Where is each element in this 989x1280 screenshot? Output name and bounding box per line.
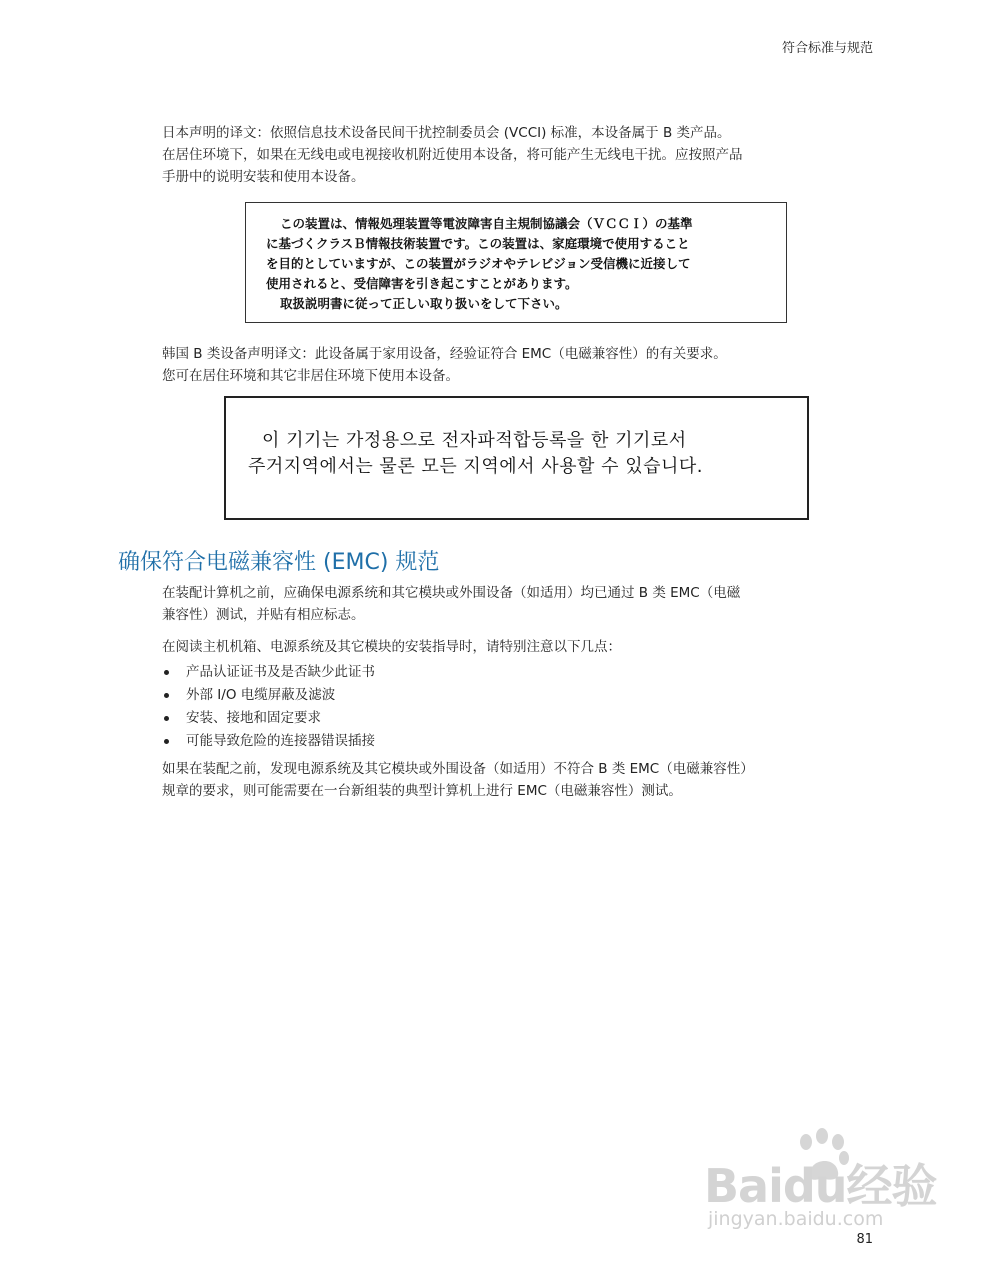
running-header: 符合标准与规范 [781,41,873,56]
emc-closing-line: 如果在装配之前，发现电源系统及其它模块或外围设备（如适用）不符合 B 类 EMC（电磁兼容性） [162,761,754,777]
list-item-text: 产品认证证书及是否缺少此证书 [186,664,375,680]
page-number: 81 [856,1232,873,1247]
list-item-text: 可能导致危险的连接器错误插接 [186,733,375,749]
watermark-logo: Baidu经验 [704,1159,937,1213]
bullet-icon [164,670,169,675]
korea-box-line: 주거지역에서는 물론 모든 지역에서 사용할 수 있습니다. [248,456,703,477]
baidu-watermark [700,1128,940,1238]
japan-box-line: に基づくクラスＢ情報技術装置です。この装置は、家庭環境で使用すること [266,236,690,251]
japan-note-line: 日本声明的译文：依照信息技术设备民间干扰控制委员会 (VCCI) 标准，本设备属于 B 类产品。 [162,125,731,141]
japan-box-line: 取扱説明書に従って正しい取り扱いをして下さい。 [280,296,568,311]
japan-note-line: 手册中的说明安装和使用本设备。 [162,169,365,185]
korea-note-line: 您可在居住环境和其它非居住环境下使用本设备。 [162,368,459,384]
japan-note-line: 在居住环境下，如果在无线电或电视接收机附近使用本设备，将可能产生无线电干扰。应按照产品 [162,147,743,163]
watermark-url: jingyan.baidu.com [708,1208,884,1230]
section-heading: 确保符合电磁兼容性 (EMC) 规范 [118,550,440,575]
list-item-text: 安装、接地和固定要求 [186,710,321,726]
emc-intro-line: 兼容性）测试，并贴有相应标志。 [162,607,365,623]
japan-box-line: 使用されると、受信障害を引き起こすことがあります。 [266,276,578,291]
emc-closing-line: 规章的要求，则可能需要在一台新组装的典型计算机上进行 EMC（电磁兼容性）测试。 [162,783,682,799]
emc-intro [162,582,862,626]
emc-lead [162,636,862,658]
korea-note-line: 韩国 B 类设备声明译文：此设备属于家用设备，经验证符合 EMC（电磁兼容性）的有关要求。 [162,346,727,362]
emc-closing [162,758,862,802]
japan-vcci-box [245,202,787,323]
emc-intro-line: 在装配计算机之前，应确保电源系统和其它模块或外围设备（如适用）均已通过 B 类 EMC（电磁 [162,585,741,601]
bullet-icon [164,716,169,721]
list-item [162,684,375,707]
japan-note [162,122,862,188]
list-item [162,661,375,684]
korea-kc-box [224,396,809,520]
emc-lead-line: 在阅读主机机箱、电源系统及其它模块的安装指导时，请特别注意以下几点： [162,639,621,655]
japan-box-line: この装置は、情報処理装置等電波障害自主規制協議会（ＶＣＣＩ）の基準 [280,216,693,231]
emc-bullet-list [162,661,375,753]
bullet-icon [164,739,169,744]
korea-note [162,343,862,387]
japan-box-line: を目的としていますが、この装置がラジオやテレビジョン受信機に近接して [266,256,691,271]
list-item [162,707,375,730]
korea-box-line: 이 기기는 가정용으로 전자파적합등록을 한 기기로서 [262,430,687,451]
list-item [162,730,375,753]
list-item-text: 外部 I/O 电缆屏蔽及滤波 [186,687,336,703]
bullet-icon [164,693,169,698]
